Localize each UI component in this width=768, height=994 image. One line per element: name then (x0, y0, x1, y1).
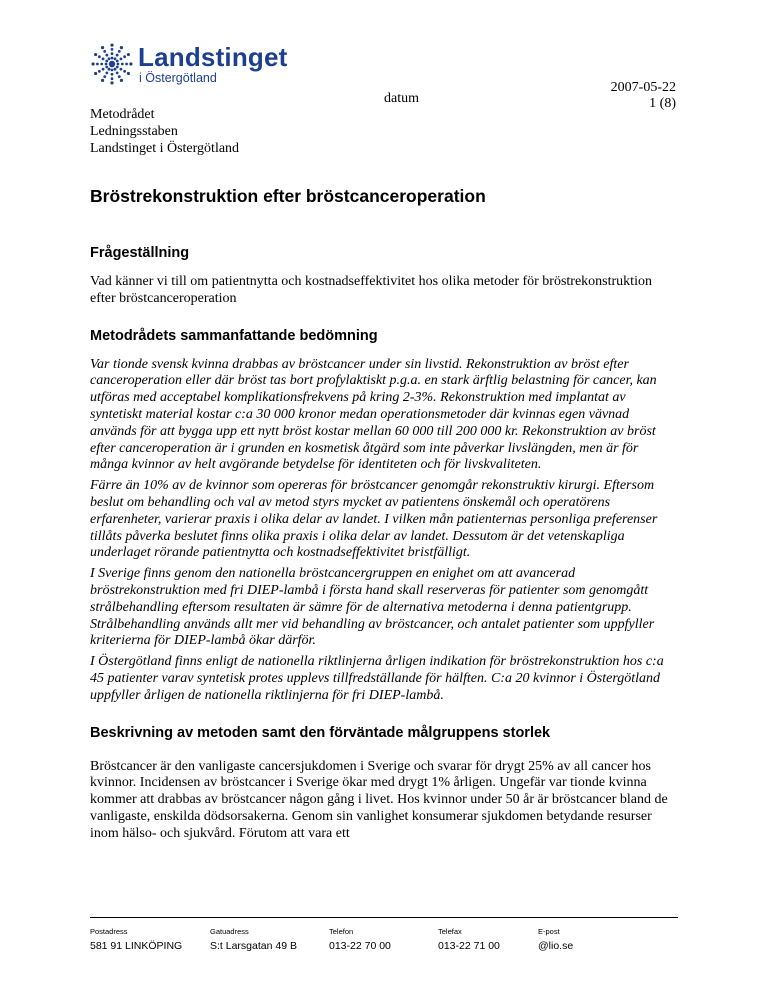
document-body (90, 186, 678, 863)
document-date: 2007-05-22 (610, 80, 676, 95)
footer-value: 013-22 70 00 (329, 940, 391, 952)
footer-label: Gatuadress (210, 927, 249, 936)
footer-label: Telefon (329, 927, 354, 936)
section-heading: Beskrivning av metoden samt den förväntade målgruppens storlek (90, 724, 551, 741)
snowflake-emblem-icon (90, 42, 134, 86)
document-title: Bröstrekonstruktion efter bröstcanceroperation (90, 186, 486, 206)
footer-gatuadress (210, 927, 297, 952)
footer-label: Postadress (90, 927, 128, 936)
footer-divider (90, 917, 678, 918)
logo-subtitle: i Östergötland (139, 71, 217, 85)
footer-value: @lio.se (538, 940, 574, 952)
paragraph: Vad känner vi till om patientnytta och kostnadseffektivitet hos olika metoder för bröstrekonstruktion efter bröstcanceroperation (90, 274, 652, 306)
section-heading: Frågeställning (90, 245, 190, 261)
sender-line: Metodrådet (90, 107, 155, 122)
landstinget-logo (90, 40, 290, 90)
paragraph: I Östergötland finns enligt de nationella riktlinjerna årligen indikation för bröstrekonstruktion hos c:a 45 patienter varav syntetisk protes upplevs tillfredställande för hälften. C:a 20 kvinnor i Östergötland uppfyller årligen de nationella riktlinjerna för fri DIEP-lambå. (90, 654, 664, 703)
section-bedomning (90, 328, 678, 705)
footer-value: 013-22 71 00 (438, 940, 500, 952)
section-fragestallning (90, 245, 678, 308)
section-beskrivning (90, 725, 678, 843)
footer-label: E-post (538, 927, 560, 936)
footer-label: Telefax (438, 927, 462, 936)
paragraph: I Sverige finns genom den nationella bröstcancergruppen en enighet om att avancerad bröstrekonstruktion med fri DIEP-lambå i första hand skall reserveras för patienter som genomgått strålbehandling eftersom resultaten är sämre för de alternativa metoderna i denna patientgrupp. Strålbehandling används allt mer vid behandling av bröstcancer, och antalet patienter som uppfyller kriterierna för DIEP-lambå ökar därför. (90, 566, 655, 649)
footer-telefax (438, 927, 500, 952)
sender-line: Landstinget i Östergötland (90, 141, 240, 156)
logo-title: Landstinget (138, 42, 288, 72)
footer-telefon (329, 927, 391, 952)
sender-block (90, 106, 239, 157)
footer-value: S:t Larsgatan 49 B (210, 940, 297, 952)
paragraph: Var tionde svensk kvinna drabbas av bröstcancer under sin livstid. Rekonstruktion av bröst efter canceroperation eller där bröst tas bort profylaktiskt p.g.a. en stark ärftlig belastning för cancer, kan utföras med acceptabel komplikationsfrekvens på kring 2-3%. Rekonstruktion med implantat av syntetiskt material kostar c:a 30 000 kronor medan operationsmetoder där kvinnas egen vävnad används för att bygga upp ett nytt bröst kostar mellan 60 000 till 200 000 kr. Rekonstruktion av bröst efter canceroperation är i grunden en kosmetisk åtgärd som inte påverkar livslängden, men är för många kvinnor av helt avgörande betydelse för identiteten och för livskvaliteten. (90, 356, 657, 473)
footer-epost (538, 927, 573, 952)
datum-label: datum (384, 91, 419, 106)
footer-value: 581 91 LINKÖPING (90, 940, 183, 952)
footer-postadress (90, 927, 182, 952)
paragraph: Färre än 10% av de kvinnor som opereras för bröstcancer genomgår rekonstruktiv kirurgi. Eftersom beslut om behandling och val av metod styrs mycket av patientens önskemål och operatörens erfarenheter, varierar praxis i olika delar av landet. I vilken mån patienternas personliga preferenser tillåts påverka beslutet finns olika praxis i olika delar av landet. Dessutom är det vetenskapliga underlaget rörande patientnytta och kostnadseffektivitet bristfälligt. (90, 478, 658, 561)
paragraph: Bröstcancer är den vanligaste cancersjukdomen i Sverige och svarar för drygt 25% av all cancer hos kvinnor. Incidensen av bröstcancer i Sverige ökar med drygt 1% årligen. Ungefär var tionde kvinna kommer att drabbas av bröstcancer någon gång i livet. Hos kvinnor under 50 år är bröstcancer bland de vanligaste, enskilda dödsorsakerna. Genom sin vanlighet konsumerar sjukdomen betydande resurser inom hälso- och sjukvård. Förutom att vara ett (90, 758, 668, 841)
page-number: 1 (8) (649, 96, 676, 111)
sender-line: Ledningsstaben (90, 124, 178, 139)
section-heading: Metodrådets sammanfattande bedömning (90, 327, 378, 344)
